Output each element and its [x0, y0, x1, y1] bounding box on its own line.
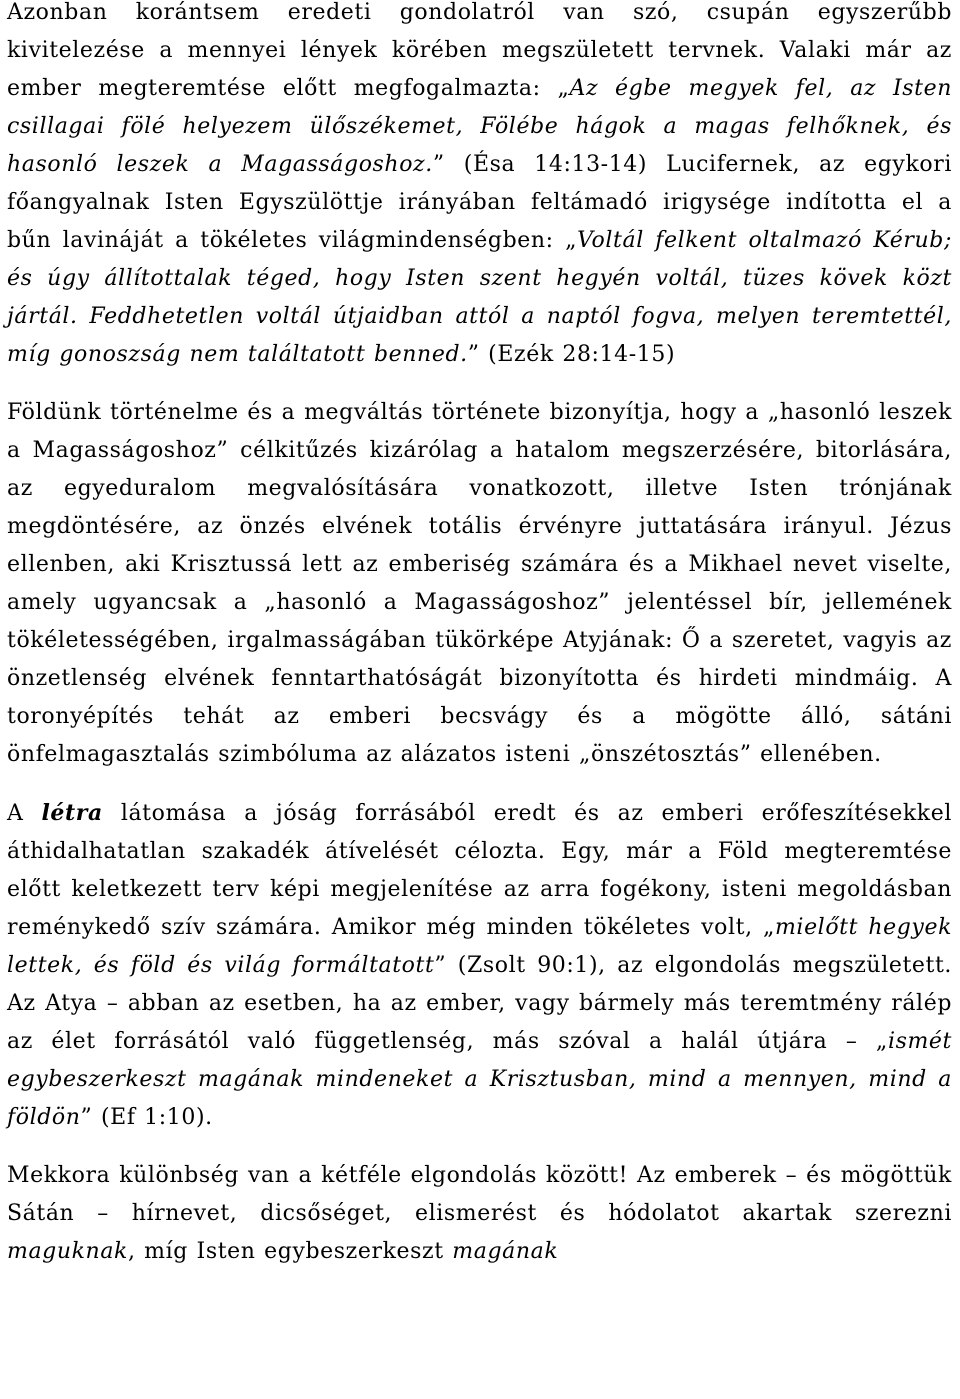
quote-isaiah: Az égbe megyek fel, az Isten csillagai fölé helyezem ülőszékemet, Fölébe hágok a magas felhőknek, és hasonló leszek a Magasságoshoz. — [7, 76, 952, 177]
text-run: Mekkora különbség van a kétféle elgondolás között! Az emberek – és mögöttük Sátán – hírnevet, dicsőséget, elismerést és hódolatot akartak szerezni — [7, 1163, 952, 1226]
text-run: , míg Isten egybeszerkeszt — [127, 1239, 453, 1264]
quote-ephesians: ismét egybeszerkeszt magának mindeneket a Krisztusban, mind a mennyen, mind a földön — [7, 1029, 952, 1130]
text-run: A — [7, 801, 42, 826]
emphasis-letra: létra — [41, 800, 103, 826]
text-run: látomása a jóság forrásából eredt és az emberi erőfeszítésekkel áthidalhatatlan szakadék átívelését célozta. Egy, már a Föld megteremtése előtt keletkezett terv képi megjelenítése az arra fogékony, isteni megoldásban reménykedő szív számára. Amikor még minden tökéletes volt, „ — [7, 801, 952, 940]
emphasis-maganak: magának — [452, 1239, 559, 1264]
paragraph-history — [7, 394, 952, 774]
quote-psalm: mielőtt hegyek lettek, és föld és világ formáltatott — [7, 915, 952, 978]
text-run: ” (Zsolt 90:1), az elgondolás megszületett. Az Atya – abban az esetben, ha az ember, vagy bármely más teremtmény rálép az élet forrásától való függetlenség, más szóval a halál útjára – „ — [7, 953, 952, 1054]
emphasis-maguknak: maguknak — [7, 1239, 128, 1264]
quote-ezekiel: Voltál felkent oltalmazó Kérub; és úgy állítottalak téged, hogy Isten szent hegyén voltál, tüzes kövek közt jártál. Feddhetetlen voltál útjaidban attól a naptól fogva, melyen teremtettél, míg gonoszság nem találtatott benned. — [7, 228, 952, 367]
paragraph-lucifer — [7, 0, 952, 374]
text-run: Földünk történelme és a megváltás története bizonyítja, hogy a „hasonló leszek a Magasságoshoz” célkitűzés kizárólag a hatalom megszerzésére, bitorlására, az egyeduralom megvalósítására vonatkozott, illetve Isten trónjának megdöntésére, az önzés elvének totális érvényre juttatására irányul. Jézus ellenben, aki Krisztussá lett az emberiség számára és a Mikhael nevet viselte, amely ugyancsak a „hasonló a Magasságoshoz” jelentéssel bír, jellemének tökéletességében, irgalmasságában tükörképe Atyjának: Ő a szeretet, vagyis az önzetlenség elvének fenntarthatóságát bizonyította és hirdeti mindmáig. A toronyépítés tehát az emberi becsvágy és a mögötte álló, sátáni önfelmagasztalás szimbóluma az alázatos isteni „önszétosztás” ellenében. — [7, 400, 952, 767]
paragraph-difference — [7, 1157, 952, 1271]
reference-ezekiel: ” (Ezék 28:14-15) — [467, 342, 676, 367]
text-run: Azonban korántsem eredeti gondolatról van szó, csupán egyszerűbb kivitelezése a mennyei lények körében megszületett tervnek. Valaki már az ember megteremtése előtt megfogalmazta: „ — [7, 0, 952, 101]
paragraph-ladder — [7, 794, 952, 1137]
reference-ephesians: ” (Ef 1:10). — [80, 1105, 213, 1130]
text-run: ” (Ésa 14:13-14) Lucifernek, az egykori főangyalnak Isten Egyszülöttje irányában feltámadó irigysége indította el a bűn lavináját a tökéletes világmindenségben: „ — [7, 152, 952, 253]
